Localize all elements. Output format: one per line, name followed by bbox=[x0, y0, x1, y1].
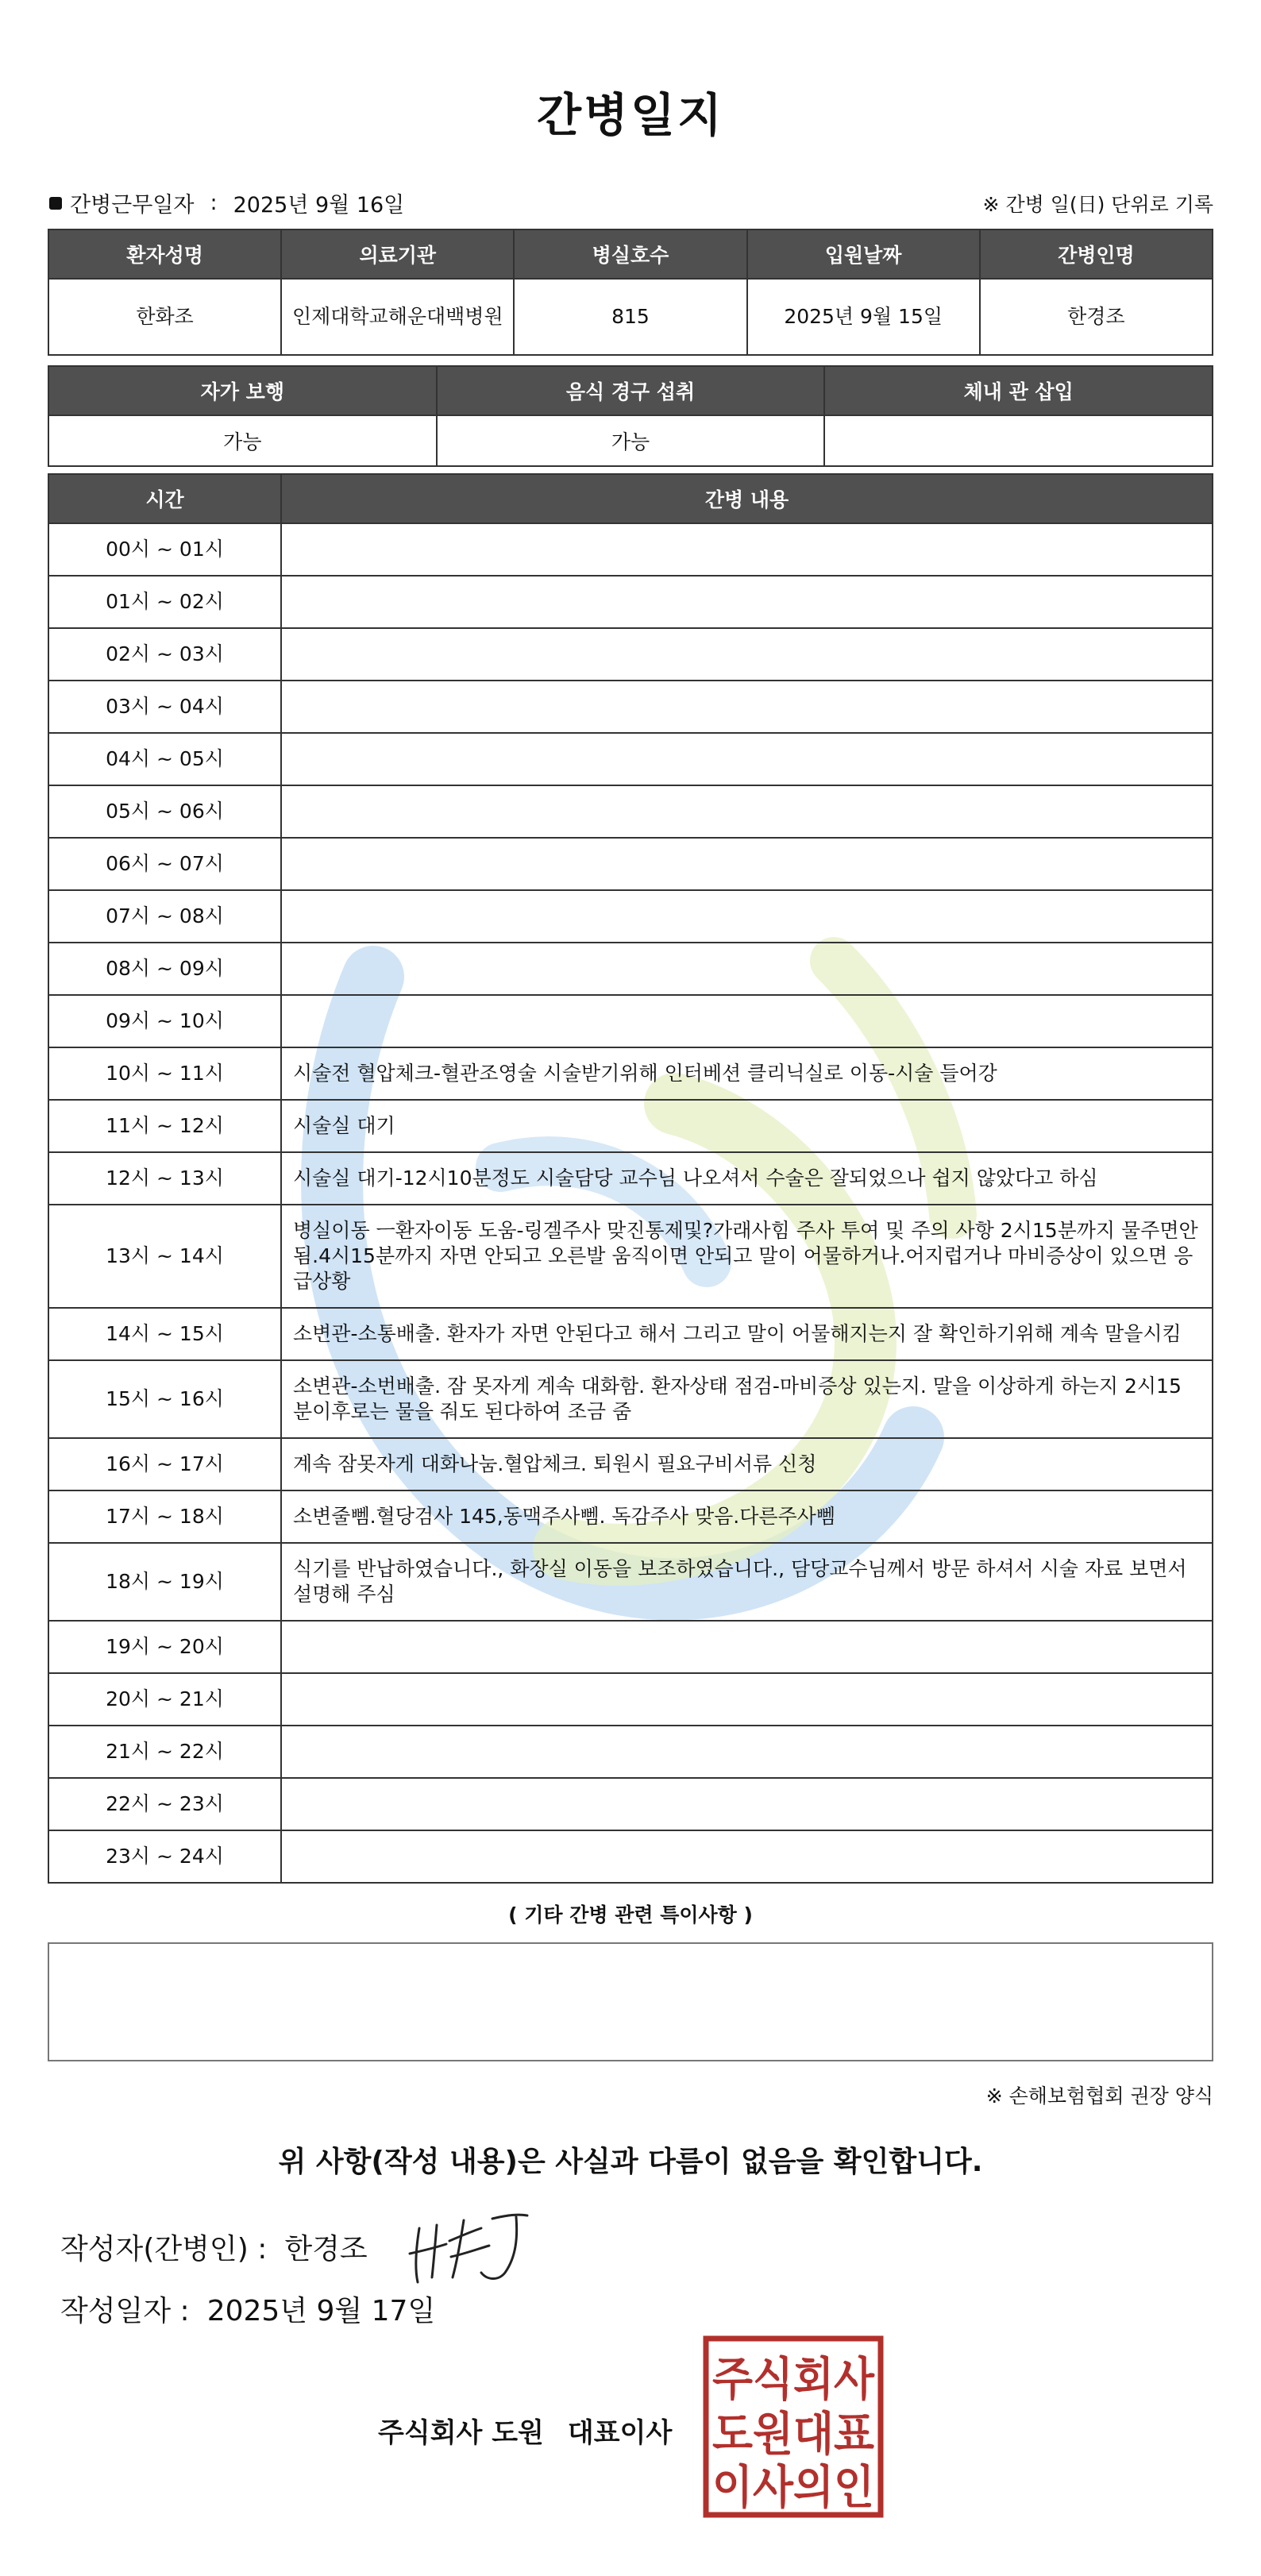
work-date-colon: : bbox=[210, 191, 218, 215]
care-log-time: 14시 ~ 15시 bbox=[48, 1308, 281, 1360]
care-log-time: 06시 ~ 07시 bbox=[48, 838, 281, 890]
svg-text:주식회사: 주식회사 bbox=[712, 2352, 875, 2406]
care-log-content bbox=[281, 733, 1213, 785]
care-log-time: 18시 ~ 19시 bbox=[48, 1543, 281, 1621]
header-oral-intake: 음식 경구 섭취 bbox=[437, 366, 825, 415]
header-caregiver-name: 간병인명 bbox=[980, 229, 1213, 279]
care-log-row bbox=[48, 1438, 1213, 1490]
care-log-content: 소변관-소번배출. 잠 못자게 계속 대화함. 환자상태 점검-마비증상 있는지. 말을 이상하게 하는지 2시15분이후로는 물을 줘도 된다하여 조금 줌 bbox=[281, 1360, 1213, 1438]
care-log-time: 04시 ~ 05시 bbox=[48, 733, 281, 785]
patient-status-value-row bbox=[48, 415, 1213, 466]
handwritten-signature bbox=[405, 2204, 540, 2292]
room-number: 815 bbox=[514, 279, 746, 355]
care-log-content bbox=[281, 838, 1213, 890]
patient-info-table bbox=[48, 229, 1213, 356]
care-log-table bbox=[48, 473, 1213, 1884]
care-log-row bbox=[48, 523, 1213, 576]
care-log-content bbox=[281, 681, 1213, 733]
header-hospital: 의료기관 bbox=[281, 229, 514, 279]
care-log-time: 19시 ~ 20시 bbox=[48, 1621, 281, 1673]
care-log-row bbox=[48, 838, 1213, 890]
patient-status-header-row bbox=[48, 366, 1213, 415]
care-log-time: 17시 ~ 18시 bbox=[48, 1490, 281, 1543]
oral-intake-value: 가능 bbox=[437, 415, 825, 466]
company-line bbox=[378, 2411, 672, 2450]
tube-insertion-value bbox=[824, 415, 1213, 466]
care-log-content bbox=[281, 1830, 1213, 1883]
care-log-content bbox=[281, 943, 1213, 995]
care-log-row bbox=[48, 1726, 1213, 1778]
care-log-row bbox=[48, 1205, 1213, 1308]
written-date-value: 2025년 9월 17일 bbox=[206, 2295, 436, 2327]
care-log-row bbox=[48, 995, 1213, 1047]
care-log-row bbox=[48, 1047, 1213, 1100]
care-log-content bbox=[281, 523, 1213, 576]
care-log-content: 시술전 혈압체크-혈관조영술 시술받기위해 인터베션 클리닉실로 이동-시술 들어강 bbox=[281, 1047, 1213, 1100]
care-log-time: 03시 ~ 04시 bbox=[48, 681, 281, 733]
care-log-time: 09시 ~ 10시 bbox=[48, 995, 281, 1047]
care-log-content: 시술실 대기-12시10분정도 시술담당 교수님 나오셔서 수술은 잘되었으나 쉽지 않았다고 하심 bbox=[281, 1152, 1213, 1205]
care-log-content: 계속 잠못자게 대화나눔.혈압체크. 퇴원시 필요구비서류 신청 bbox=[281, 1438, 1213, 1490]
recommendation-note: ※ 손해보험협회 권장 양식 bbox=[985, 2084, 1213, 2107]
care-log-time: 22시 ~ 23시 bbox=[48, 1778, 281, 1830]
patient-info-header-row bbox=[48, 229, 1213, 279]
care-log-row bbox=[48, 1830, 1213, 1883]
care-log-row bbox=[48, 1308, 1213, 1360]
confirmation-statement: 위 사항(작성 내용)은 사실과 다름이 없음을 확인합니다. bbox=[278, 2146, 983, 2178]
special-notes-title: ( 기타 간병 관련 특이사항 ) bbox=[508, 1903, 753, 1926]
care-log-time: 16시 ~ 17시 bbox=[48, 1438, 281, 1490]
care-log-row bbox=[48, 943, 1213, 995]
care-log-time: 20시 ~ 21시 bbox=[48, 1673, 281, 1726]
header-patient-name: 환자성명 bbox=[48, 229, 281, 279]
care-log-row bbox=[48, 890, 1213, 943]
written-date-label: 작성일자 : bbox=[60, 2295, 190, 2327]
caregiver-name: 한경조 bbox=[980, 279, 1213, 355]
care-log-time: 00시 ~ 01시 bbox=[48, 523, 281, 576]
care-log-content bbox=[281, 1726, 1213, 1778]
patient-status-table bbox=[48, 365, 1213, 467]
header-room-number: 병실호수 bbox=[514, 229, 746, 279]
document-title: 간병일지 bbox=[536, 88, 725, 142]
care-log-time: 10시 ~ 11시 bbox=[48, 1047, 281, 1100]
care-log-content: 시술실 대기 bbox=[281, 1100, 1213, 1152]
care-log-row bbox=[48, 785, 1213, 838]
care-log-time: 23시 ~ 24시 bbox=[48, 1830, 281, 1883]
self-walking-value: 가능 bbox=[48, 415, 437, 466]
care-log-row bbox=[48, 1360, 1213, 1438]
header-admission-date: 입원날짜 bbox=[747, 229, 980, 279]
care-log-time: 13시 ~ 14시 bbox=[48, 1205, 281, 1308]
care-log-content bbox=[281, 1673, 1213, 1726]
care-log-row bbox=[48, 681, 1213, 733]
care-log-time: 05시 ~ 06시 bbox=[48, 785, 281, 838]
care-log-time: 01시 ~ 02시 bbox=[48, 576, 281, 628]
hospital-name: 인제대학교해운대백병원 bbox=[281, 279, 514, 355]
work-date-label: 간병근무일자 bbox=[70, 193, 195, 218]
header-self-walking: 자가 보행 bbox=[48, 366, 437, 415]
svg-text:도원대표: 도원대표 bbox=[712, 2407, 874, 2461]
care-log-time: 02시 ~ 03시 bbox=[48, 628, 281, 681]
care-log-row bbox=[48, 1778, 1213, 1830]
care-log-content bbox=[281, 785, 1213, 838]
bullet-square-icon bbox=[49, 197, 62, 210]
care-log-time: 21시 ~ 22시 bbox=[48, 1726, 281, 1778]
care-log-content bbox=[281, 1621, 1213, 1673]
care-log-row bbox=[48, 1152, 1213, 1205]
patient-name: 한화조 bbox=[48, 279, 281, 355]
patient-info-value-row bbox=[48, 279, 1213, 355]
care-log-content: 병실이동 ㅡ환자이동 도움-링겔주사 맞진통제및?가래사힘 주사 투여 및 주의 사항 2시15분까지 물주면안됨.4시15분까지 자면 안되고 오른발 움직이면 안되고 말이 어물하거나.어지럽거나 마비증상이 있으면 응급상황 bbox=[281, 1205, 1213, 1308]
care-log-row bbox=[48, 1543, 1213, 1621]
care-log-content bbox=[281, 628, 1213, 681]
writer-name: 한경조 bbox=[284, 2233, 368, 2266]
care-log-row bbox=[48, 576, 1213, 628]
writer-line bbox=[60, 2227, 368, 2267]
written-date-line bbox=[60, 2289, 435, 2329]
company-name: 주식회사 도원 bbox=[378, 2417, 544, 2449]
record-unit-note: ※ 간병 일(日) 단위로 기록 bbox=[982, 193, 1213, 216]
care-log-row bbox=[48, 1490, 1213, 1543]
svg-text:이사의인: 이사의인 bbox=[712, 2460, 874, 2514]
care-log-content: 소변줄뻼.혈당검사 145,동맥주사뻼. 독감주사 맞음.다른주사뻼 bbox=[281, 1490, 1213, 1543]
care-log-row bbox=[48, 733, 1213, 785]
care-log-row bbox=[48, 1100, 1213, 1152]
care-log-content bbox=[281, 1778, 1213, 1830]
header-tube-insertion: 체내 관 삽입 bbox=[824, 366, 1213, 415]
care-log-row bbox=[48, 628, 1213, 681]
care-log-time: 07시 ~ 08시 bbox=[48, 890, 281, 943]
company-role: 대표이사 bbox=[567, 2417, 673, 2449]
care-log-row bbox=[48, 1673, 1213, 1726]
header-time: 시간 bbox=[48, 474, 281, 523]
care-log-time: 15시 ~ 16시 bbox=[48, 1360, 281, 1438]
care-log-content bbox=[281, 995, 1213, 1047]
care-log-content: 식기를 반납하였습니다., 화장실 이동을 보조하였습니다., 담당교수님께서 방문 하셔서 시술 자료 보면서 설명해 주심 bbox=[281, 1543, 1213, 1621]
special-notes-box bbox=[48, 1942, 1213, 2061]
company-seal-stamp bbox=[702, 2335, 885, 2519]
care-log-time: 08시 ~ 09시 bbox=[48, 943, 281, 995]
care-log-content: 소변관-소통배출. 환자가 자면 안된다고 해서 그리고 말이 어물해지는지 잘 확인하기위해 계속 말을시킴 bbox=[281, 1308, 1213, 1360]
admission-date: 2025년 9월 15일 bbox=[747, 279, 980, 355]
care-log-content bbox=[281, 890, 1213, 943]
header-care-content: 간병 내용 bbox=[281, 474, 1213, 523]
writer-label: 작성자(간병인) : bbox=[60, 2233, 268, 2266]
work-date-line bbox=[49, 187, 404, 218]
care-log-row bbox=[48, 1621, 1213, 1673]
care-log-time: 12시 ~ 13시 bbox=[48, 1152, 281, 1205]
care-log-time: 11시 ~ 12시 bbox=[48, 1100, 281, 1152]
care-log-content bbox=[281, 576, 1213, 628]
care-log-header-row bbox=[48, 474, 1213, 523]
work-date-value: 2025년 9월 16일 bbox=[233, 193, 405, 218]
care-log-body bbox=[48, 523, 1213, 1883]
